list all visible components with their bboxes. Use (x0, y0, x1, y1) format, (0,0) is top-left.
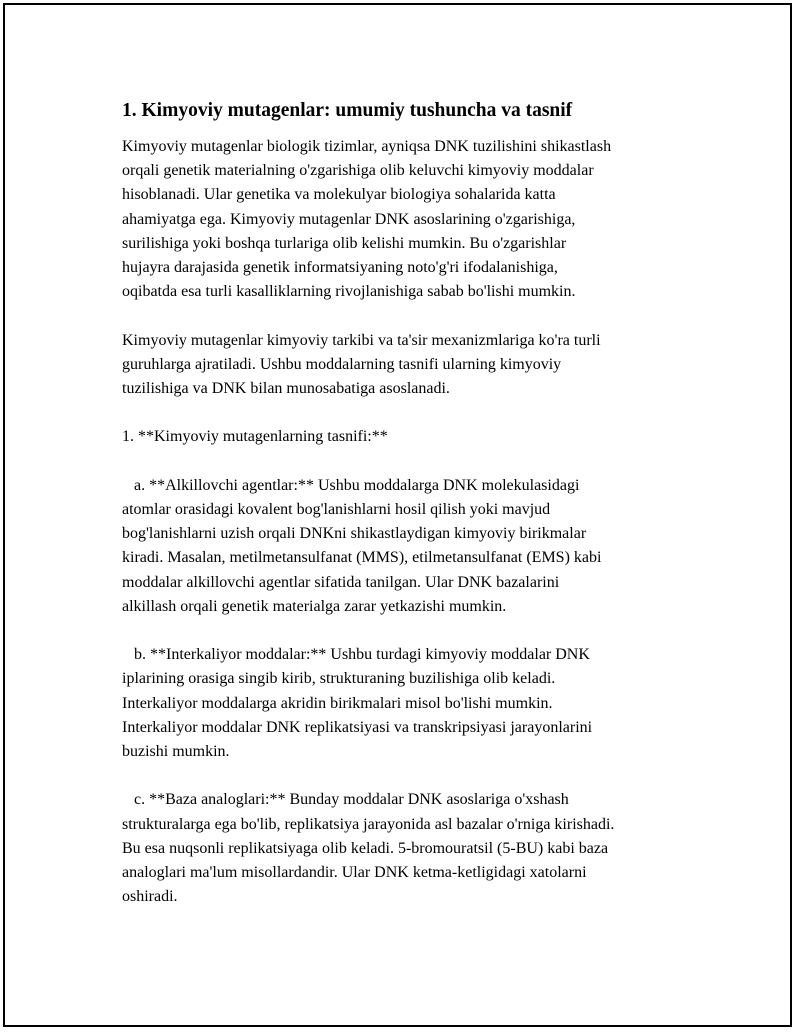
list-item-base-analogs: c. **Baza analoglari:** Bunday moddalar DNK asoslariga o'xshash strukturalarga ega bo'lib, replikatsiya jarayonida asl bazalar o'rniga kirishadi. Bu esa nuqsonli replikatsiyaga olib keladi. 5-bromouratsil (5-BU) kabi baza analoglari ma'lum misollardandir. Ular DNK ketma-ketligidagi xatolarni oshiradi. (122, 791, 615, 906)
list-item-intercalating-agents: b. **Interkaliyor moddalar:** Ushbu turdagi kimyoviy moddalar DNK iplarining orasiga singib kirib, strukturaning buzilishiga olib keladi. Interkaliyor moddalarga akridin birikmalari misol bo'lishi mumkin. Interkaliyor moddalar DNK replikatsiyasi va transkripsiyasi jarayonlarini buzishi mumkin. (122, 646, 593, 761)
document-body (122, 99, 702, 909)
page-frame (3, 3, 792, 1027)
classification-list-heading: 1. **Kimyoviy mutagenlarning tasnifi:** (122, 428, 388, 446)
paragraph-classification-intro: Kimyoviy mutagenlar kimyoviy tarkibi va ta'sir mexanizmlariga ko'ra turli guruhlarga ajratiladi. Ushbu moddalarning tasnifi ularning kimyoviy tuzilishiga va DNK bilan munosabatiga asoslanadi. (122, 331, 601, 398)
list-item-alkylating-agents: a. **Alkillovchi agentlar:** Ushbu moddalarga DNK molekulasidagi atomlar orasidagi kovalent bog'lanishlarni hosil qilish yoki mavjud bog'lanishlarni uzish orqali DNKni shikastlaydigan kimyoviy birikmalar kiradi. Masalan, metilmetansulfanat (MMS), etilmetansulfanat (EMS) kabi moddalar alkillovchi agentlar sifatida tanilgan. Ular DNK bazalarini alkillash orqali genetik materialga zarar yetkazishi mumkin. (122, 476, 602, 615)
section-heading: 1. Kimyoviy mutagenlar: umumiy tushuncha va tasnif (122, 100, 573, 121)
paragraph-intro: Kimyoviy mutagenlar biologik tizimlar, ayniqsa DNK tuzilishini shikastlash orqali genetik materialning o'zgarishiga olib keluvchi kimyoviy moddalar hisoblanadi. Ular genetika va molekulyar biologiya sohalarida katta ahamiyatga ega. Kimyoviy mutagenlar DNK asoslarining o'zgarishiga, surilishiga yoki boshqa turlariga olib kelishi mumkin. Bu o'zgarishlar hujayra darajasida genetik informatsiyaning noto'g'ri ifodalanishiga, oqibatda esa turli kasalliklarning rivojlanishiga sabab bo'lishi mumkin. (122, 138, 612, 301)
